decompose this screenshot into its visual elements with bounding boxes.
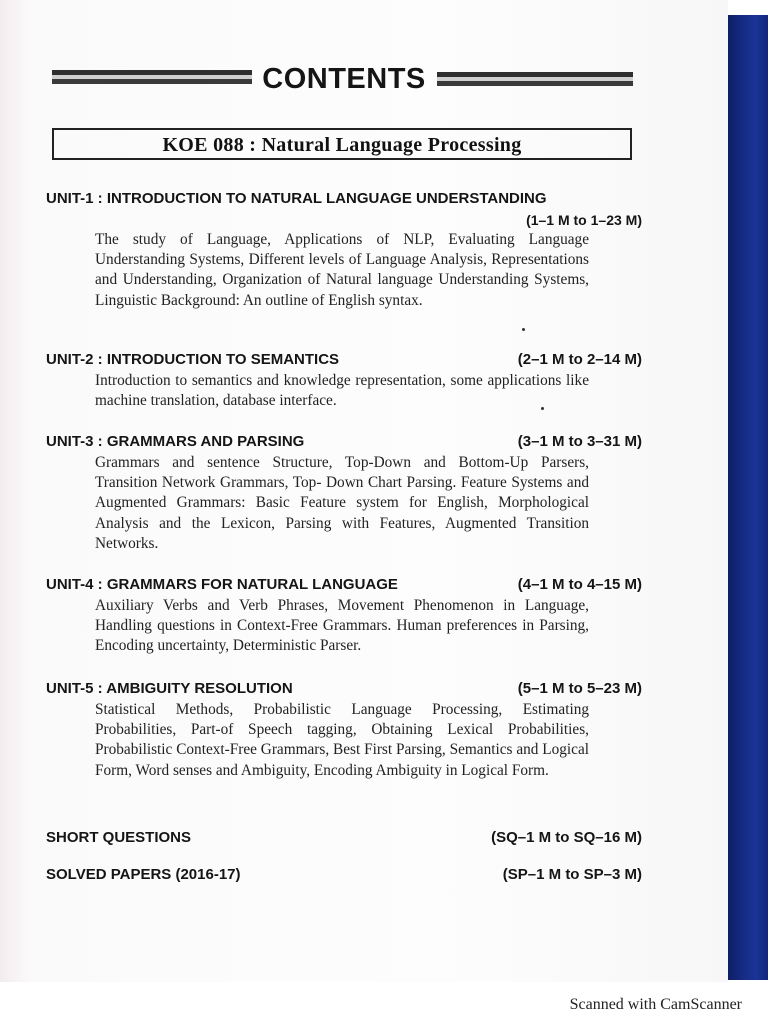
solved-papers-entry [46, 866, 642, 890]
unit-description: Statistical Methods, Probabilistic Language Processing, Estimating Probabilities, Part-of Speech tagging, Obtaining Lexical Probabilities, Probabilistic Context-Free Grammars, Best First Parsing, Semantics and Logical Form, Word senses and Ambiguity, Encoding Ambiguity in Logical Form. [95, 701, 589, 779]
scan-speck [522, 328, 525, 331]
unit-page-range: (1–1 M to 1–23 M) [526, 212, 642, 228]
scan-background-edge [728, 15, 768, 980]
header-rule-right [437, 72, 633, 86]
unit-title: UNIT-2 : INTRODUCTION TO SEMANTICS [46, 351, 340, 368]
header-rule-left [52, 70, 252, 84]
scan-footer [0, 982, 768, 1024]
solved-papers-page-range: (SP–1 M to SP–3 M) [502, 866, 642, 883]
unit-title: UNIT-5 : AMBIGUITY RESOLUTION [46, 680, 293, 697]
unit-title: UNIT-1 : INTRODUCTION TO NATURAL LANGUAGE UNDERSTANDING [46, 190, 547, 207]
unit-3-entry [46, 431, 642, 554]
contents-title: CONTENTS [262, 63, 426, 95]
course-title-box: KOE 088 : Natural Language Processing [52, 128, 632, 160]
unit-4-entry [46, 574, 642, 657]
scan-speck [541, 407, 544, 410]
short-questions-label: SHORT QUESTIONS [46, 829, 192, 846]
unit-page-range: (3–1 M to 3–31 M) [517, 433, 642, 450]
unit-description: The study of Language, Applications of NLP, Evaluating Language Understanding Systems, Different levels of Language Analysis, Representations and Understanding, Organization of Natural language Understanding Systems, Linguistic Background: An outline of English syntax. [95, 231, 589, 309]
unit-page-range: (2–1 M to 2–14 M) [517, 351, 642, 368]
unit-description: Introduction to semantics and knowledge representation, some applications like machine translation, database interface. [95, 372, 589, 410]
short-questions-entry [46, 829, 642, 853]
unit-5-entry [46, 678, 642, 781]
short-questions-page-range: (SQ–1 M to SQ–16 M) [491, 829, 642, 846]
unit-2-entry [46, 349, 642, 411]
unit-description: Grammars and sentence Structure, Top-Down and Bottom-Up Parsers, Transition Network Grammars, Top- Down Chart Parsing. Feature Systems and Augmented Grammars: Basic Feature system for English, Morphological Analysis and the Lexicon, Parsing with Features, Augmented Transition Networks. [95, 454, 589, 552]
unit-title: UNIT-4 : GRAMMARS FOR NATURAL LANGUAGE [46, 576, 398, 593]
unit-title: UNIT-3 : GRAMMARS AND PARSING [46, 433, 305, 450]
camscanner-watermark: Scanned with CamScanner [569, 996, 742, 1013]
unit-page-range: (5–1 M to 5–23 M) [517, 680, 642, 697]
unit-description: Auxiliary Verbs and Verb Phrases, Movement Phenomenon in Language, Handling questions in Context-Free Grammars. Human preferences in Parsing, Encoding uncertainty, Deterministic Parser. [95, 597, 589, 655]
unit-1-entry [46, 188, 642, 311]
solved-papers-label: SOLVED PAPERS (2016-17) [46, 866, 241, 883]
unit-page-range: (4–1 M to 4–15 M) [517, 576, 642, 593]
